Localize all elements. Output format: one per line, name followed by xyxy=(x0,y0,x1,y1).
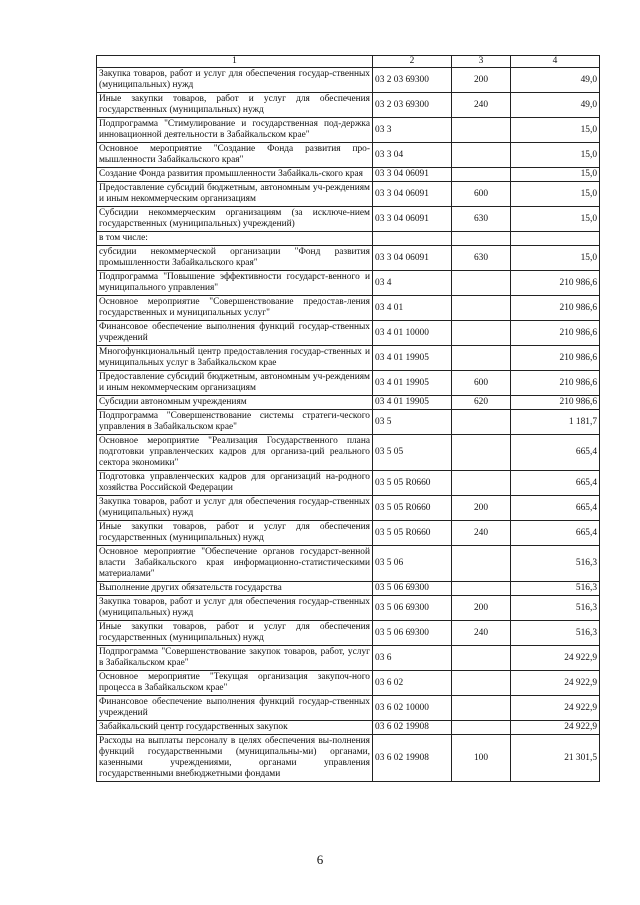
page-number: 6 xyxy=(316,852,324,867)
cell-code: 03 4 01 10000 xyxy=(373,321,452,346)
cell-name: Закупка товаров, работ и услуг для обеспечения государ-ственных (муниципальных) нужд xyxy=(97,596,373,621)
cell-code: 03 6 02 10000 xyxy=(373,696,452,721)
cell-amount: 15,0 xyxy=(511,143,600,168)
cell-name: Иные закупки товаров, работ и услуг для обеспечения государственных (муниципальных) нужд xyxy=(97,621,373,646)
cell-amount: 49,0 xyxy=(511,68,600,93)
cell-amount xyxy=(511,232,600,246)
cell-name: Субсидии автономным учреждениям xyxy=(97,396,373,410)
table-row xyxy=(97,396,600,410)
cell-name: Иные закупки товаров, работ и услуг для обеспечения государственных (муниципальных) нужд xyxy=(97,93,373,118)
cell-expense-type xyxy=(452,671,511,696)
cell-code: 03 4 01 xyxy=(373,296,452,321)
table-row xyxy=(97,246,600,271)
table-row xyxy=(97,93,600,118)
cell-amount: 210 986,6 xyxy=(511,396,600,410)
cell-code: 03 6 02 xyxy=(373,671,452,696)
cell-amount: 210 986,6 xyxy=(511,371,600,396)
cell-expense-type: 200 xyxy=(452,496,511,521)
table-body xyxy=(97,68,600,782)
cell-expense-type: 240 xyxy=(452,93,511,118)
cell-expense-type xyxy=(452,346,511,371)
cell-name: Подпрограмма "Повышение эффективности государст-венного и муниципального управления" xyxy=(97,271,373,296)
table-row xyxy=(97,168,600,182)
cell-amount: 516,3 xyxy=(511,621,600,646)
column-header-1: 1 xyxy=(97,56,373,68)
table-header-row xyxy=(97,56,600,68)
cell-name: Многофункциональный центр предоставления государ-ственных и муниципальных услуг в Забайкальском крае xyxy=(97,346,373,371)
cell-name: субсидии некоммерческой организации "Фонд развития промышленности Забайкальского края" xyxy=(97,246,373,271)
cell-code: 03 3 04 xyxy=(373,143,452,168)
table-row xyxy=(97,435,600,471)
cell-name: Подпрограмма "Стимулирование и государственная под-держка инновационной деятельности в Забайкальском крае" xyxy=(97,118,373,143)
cell-expense-type: 240 xyxy=(452,621,511,646)
cell-code: 03 3 xyxy=(373,118,452,143)
cell-amount: 210 986,6 xyxy=(511,271,600,296)
cell-amount: 516,3 xyxy=(511,582,600,596)
cell-amount: 24 922,9 xyxy=(511,671,600,696)
cell-name: Подпрограмма "Совершенствование системы стратеги-ческого управления в Забайкальском крае" xyxy=(97,410,373,435)
cell-amount: 210 986,6 xyxy=(511,296,600,321)
cell-amount: 665,4 xyxy=(511,521,600,546)
table-row xyxy=(97,296,600,321)
table-row xyxy=(97,496,600,521)
cell-expense-type xyxy=(452,696,511,721)
cell-amount: 15,0 xyxy=(511,118,600,143)
cell-code: 03 6 xyxy=(373,646,452,671)
cell-code: 03 4 01 19905 xyxy=(373,346,452,371)
cell-code: 03 3 04 06091 xyxy=(373,207,452,232)
cell-code: 03 5 05 R0660 xyxy=(373,521,452,546)
cell-amount: 24 922,9 xyxy=(511,721,600,735)
cell-code: 03 6 02 19908 xyxy=(373,721,452,735)
table-row xyxy=(97,646,600,671)
table-row xyxy=(97,321,600,346)
cell-name: Создание Фонда развития промышленности Забайкаль-ского края xyxy=(97,168,373,182)
column-header-2: 2 xyxy=(373,56,452,68)
cell-expense-type xyxy=(452,582,511,596)
cell-code: 03 5 05 xyxy=(373,435,452,471)
table-row xyxy=(97,546,600,582)
cell-amount: 1 181,7 xyxy=(511,410,600,435)
cell-expense-type xyxy=(452,646,511,671)
cell-amount: 24 922,9 xyxy=(511,696,600,721)
table-row xyxy=(97,471,600,496)
table-row xyxy=(97,346,600,371)
cell-expense-type: 600 xyxy=(452,371,511,396)
cell-name: Предоставление субсидий бюджетным, автономным уч-реждениям и иным некоммерческим организациям xyxy=(97,182,373,207)
cell-code: 03 5 06 69300 xyxy=(373,582,452,596)
cell-name: Основное мероприятие "Совершенствование предостав-ления государственных и муниципальных услуг" xyxy=(97,296,373,321)
cell-code: 03 5 06 69300 xyxy=(373,596,452,621)
cell-expense-type xyxy=(452,118,511,143)
cell-amount: 49,0 xyxy=(511,93,600,118)
cell-amount: 210 986,6 xyxy=(511,346,600,371)
cell-expense-type xyxy=(452,546,511,582)
table-row xyxy=(97,118,600,143)
cell-expense-type: 100 xyxy=(452,735,511,782)
cell-name: Подпрограмма "Совершенствование закупок товаров, работ, услуг в Забайкальском крае" xyxy=(97,646,373,671)
cell-code: 03 4 xyxy=(373,271,452,296)
cell-expense-type: 620 xyxy=(452,396,511,410)
cell-expense-type xyxy=(452,271,511,296)
cell-expense-type: 600 xyxy=(452,182,511,207)
cell-expense-type xyxy=(452,296,511,321)
cell-code: 03 5 05 R0660 xyxy=(373,496,452,521)
cell-expense-type xyxy=(452,435,511,471)
cell-name: Основное мероприятие "Текущая организация закупоч-ного процесса в Забайкальском крае" xyxy=(97,671,373,696)
cell-name: Закупка товаров, работ и услуг для обеспечения государ-ственных (муниципальных) нужд xyxy=(97,496,373,521)
cell-expense-type xyxy=(452,471,511,496)
cell-amount: 665,4 xyxy=(511,496,600,521)
table-row xyxy=(97,521,600,546)
cell-amount: 15,0 xyxy=(511,246,600,271)
cell-code: 03 5 xyxy=(373,410,452,435)
cell-name: Подготовка управленческих кадров для организаций на-родного хозяйства Российской Федерации xyxy=(97,471,373,496)
cell-amount: 21 301,5 xyxy=(511,735,600,782)
cell-name: Основное мероприятие "Реализация Государственного плана подготовки управленческих кадров для организа-ций реального сектора экономики" xyxy=(97,435,373,471)
cell-name: Субсидии некоммерческим организациям (за исключе-нием государственных (муниципальных) учреждений) xyxy=(97,207,373,232)
cell-code: 03 5 06 69300 xyxy=(373,621,452,646)
cell-code: 03 6 02 19908 xyxy=(373,735,452,782)
table-row xyxy=(97,207,600,232)
cell-expense-type xyxy=(452,168,511,182)
table-row xyxy=(97,143,600,168)
cell-expense-type xyxy=(452,410,511,435)
cell-code: 03 2 03 69300 xyxy=(373,68,452,93)
cell-code: 03 3 04 06091 xyxy=(373,246,452,271)
budget-table xyxy=(96,55,600,782)
table-row xyxy=(97,582,600,596)
cell-name: Выполнение других обязательств государства xyxy=(97,582,373,596)
cell-expense-type xyxy=(452,721,511,735)
table-row xyxy=(97,621,600,646)
cell-code: 03 3 04 06091 xyxy=(373,168,452,182)
table-row xyxy=(97,68,600,93)
cell-name: Забайкальский центр государственных закупок xyxy=(97,721,373,735)
cell-expense-type: 200 xyxy=(452,596,511,621)
table-row xyxy=(97,721,600,735)
cell-amount: 15,0 xyxy=(511,168,600,182)
table-row xyxy=(97,271,600,296)
cell-expense-type: 630 xyxy=(452,207,511,232)
table-row xyxy=(97,735,600,782)
cell-amount: 210 986,6 xyxy=(511,321,600,346)
cell-name: Основное мероприятие "Обеспечение органов государст-венной власти Забайкальского края информационно-статистическими материалами" xyxy=(97,546,373,582)
cell-expense-type xyxy=(452,321,511,346)
cell-name: Финансовое обеспечение выполнения функций государ-ственных учреждений xyxy=(97,321,373,346)
cell-name: Финансовое обеспечение выполнения функций государ-ственных учреждений xyxy=(97,696,373,721)
cell-name: Основное мероприятие "Создание Фонда развития про-мышленности Забайкальского края" xyxy=(97,143,373,168)
cell-expense-type: 630 xyxy=(452,246,511,271)
column-header-4: 4 xyxy=(511,56,600,68)
cell-code: 03 5 05 R0660 xyxy=(373,471,452,496)
table-row xyxy=(97,371,600,396)
cell-name: Иные закупки товаров, работ и услуг для обеспечения государственных (муниципальных) нужд xyxy=(97,521,373,546)
table-row xyxy=(97,410,600,435)
cell-amount: 516,3 xyxy=(511,546,600,582)
table-row xyxy=(97,182,600,207)
table-row xyxy=(97,596,600,621)
cell-amount: 516,3 xyxy=(511,596,600,621)
cell-amount: 15,0 xyxy=(511,207,600,232)
cell-name: Расходы на выплаты персоналу в целях обеспечения вы-полнения функций государственными (муниципальны-ми) органами, казенными учреждениями, органами управления государственными внебюджетными фондами xyxy=(97,735,373,782)
cell-code: 03 4 01 19905 xyxy=(373,371,452,396)
cell-amount: 665,4 xyxy=(511,435,600,471)
cell-code: 03 3 04 06091 xyxy=(373,182,452,207)
table-row xyxy=(97,696,600,721)
cell-code: 03 5 06 xyxy=(373,546,452,582)
cell-expense-type: 240 xyxy=(452,521,511,546)
cell-code: 03 4 01 19905 xyxy=(373,396,452,410)
cell-amount: 15,0 xyxy=(511,182,600,207)
cell-name: в том числе: xyxy=(97,232,373,246)
table-row xyxy=(97,232,600,246)
table-row xyxy=(97,671,600,696)
cell-expense-type xyxy=(452,232,511,246)
cell-amount: 24 922,9 xyxy=(511,646,600,671)
column-header-3: 3 xyxy=(452,56,511,68)
cell-expense-type xyxy=(452,143,511,168)
cell-name: Закупка товаров, работ и услуг для обеспечения государ-ственных (муниципальных) нужд xyxy=(97,68,373,93)
cell-name: Предоставление субсидий бюджетным, автономным уч-реждениям и иным некоммерческим организациям xyxy=(97,371,373,396)
cell-expense-type: 200 xyxy=(452,68,511,93)
cell-code: 03 2 03 69300 xyxy=(373,93,452,118)
cell-code xyxy=(373,232,452,246)
cell-amount: 665,4 xyxy=(511,471,600,496)
